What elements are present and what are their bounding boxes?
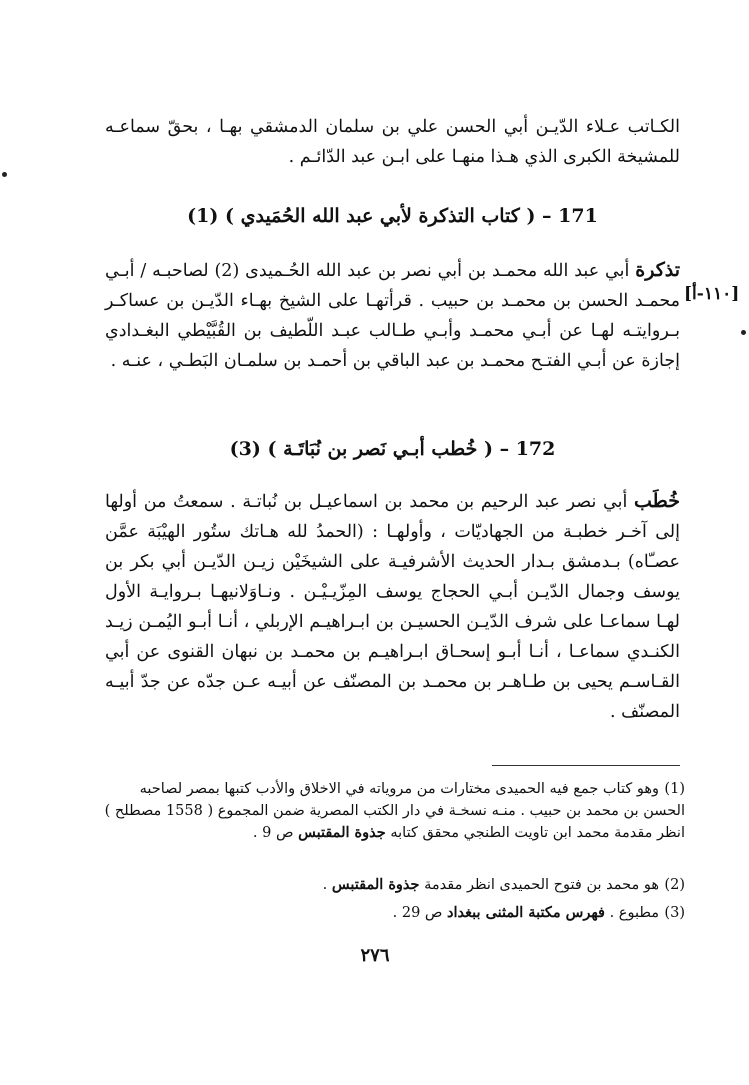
lead-word-khutab: خُطَب bbox=[634, 490, 680, 512]
footnote-number: (2) bbox=[664, 877, 685, 893]
footnote-separator bbox=[492, 765, 680, 766]
footnote-text: هو محمد بن فتوح الحميدى انظر مقدمة bbox=[419, 877, 659, 893]
paragraph-intro: الكـاتب عـلاء الدّيـن أبي الحسن علي بن سلمان الدمشقي بهـا ، بحقّ سماعـه للمشيخة الكبرى الذي هـذا منهـا على ابـن عبد الدّائـم . bbox=[105, 117, 680, 167]
footnote-text: مطبوع . bbox=[604, 905, 659, 921]
page-number: ٢٧٦ bbox=[360, 945, 390, 966]
footnote-number: (3) bbox=[664, 905, 685, 921]
footnote-text: وهو كتاب جمع فيه الحميدى مختارات من مروياته في الاخلاق والأدب كتبها بمصر لصاحبه الحسن بن محمد بن حبيب . منـه نسخـة في دار الكتب المصرية ضمن المجموع ( 1558 مصطلح ) انظر مقدمة محمد ابن تاويت الطنجي محقق كتابه bbox=[104, 781, 685, 841]
footnote-tail: ص 29 . bbox=[392, 905, 448, 921]
scan-mark-right bbox=[741, 330, 746, 335]
footnote-tail: ص 9 . bbox=[252, 825, 299, 841]
lead-word-tadhkira: تذكرة bbox=[635, 259, 680, 281]
paragraph-172 bbox=[105, 486, 680, 727]
footnote-1 bbox=[95, 778, 685, 844]
heading-172: 172 – ( خُطب أبـي نَصر بن نُبَاتَـة ) (3) bbox=[229, 438, 556, 460]
footnote-3 bbox=[95, 902, 685, 924]
footnote-tail: . bbox=[322, 877, 332, 893]
footnote-bold-title: جذوة المقتبس bbox=[331, 876, 420, 893]
paragraph-171 bbox=[105, 255, 680, 376]
paragraph-171-text: أبي عبد الله محمـد بن أبي نصر بن عبد الله الحُـميدى (2) لصاحبـه / أبـي محمـد الحسن بن محمـد بن حبيب . قرأتهـا على الشيخ بهـاء الدّيـن بن عساكـر بـروايتـه لهـا عن أبـي محمـد وأبـي طـالب عبـد اللّطيف بن القُبَّيْطي البغـدادي إجازة عن أبـي الفتـح محمـد بن عبد الباقي بن أحمـد بن سلمـان البَطـي ، عنـه . bbox=[105, 261, 680, 371]
paragraph-172-text: أبي نصر عبد الرحيم بن محمد بن اسماعيـل بن نُباتـة . سمعتُ من أولها إلى آخـر خطبـة من الجهاديّات ، وأولهـا : (الحمدُ لله هـاتك ستُور الهيْبَة عمَّن عصـّاه) بـدمشق بـدار الحديث الأشرفيـة على الشيخَيْن زيـن الدّيـن أبي بكر بن يوسف وجمال الدّيـن أبـي الحجاج يوسف المِزّيـيْـن . ونـاوَلانيهـا بـروايـة الأول لهـا سماعـا على شرف الدّيـن الحسيـن بن ابـراهيـم الإربلي ، أنـا أبـو اليُمـن زيـد الكنـدي سماعـا ، أنـا أبـو إسحـاق ابـراهيـم بن محمـد بن نبهان القنوى عن أبي القـاسـم يحيى بن طـاهـر بن محمـد بن المصنّف عن أبيـه عـن جدّه عن جدّ أبيـه المصنّف . bbox=[105, 492, 680, 722]
footnote-number: (1) bbox=[664, 781, 685, 797]
margin-folio-note: [١١٠-أ] bbox=[684, 284, 740, 304]
footnote-2 bbox=[95, 874, 685, 896]
footnote-bold-title: فهرس مكتبة المثنى ببغداد bbox=[447, 904, 605, 921]
footnote-bold-title: جذوة المقتبس bbox=[298, 824, 386, 841]
heading-171: 171 – ( كتاب التذكرة لأبي عبد الله الحُمَيدي ) (1) bbox=[187, 205, 598, 227]
scan-mark-left bbox=[2, 172, 7, 177]
